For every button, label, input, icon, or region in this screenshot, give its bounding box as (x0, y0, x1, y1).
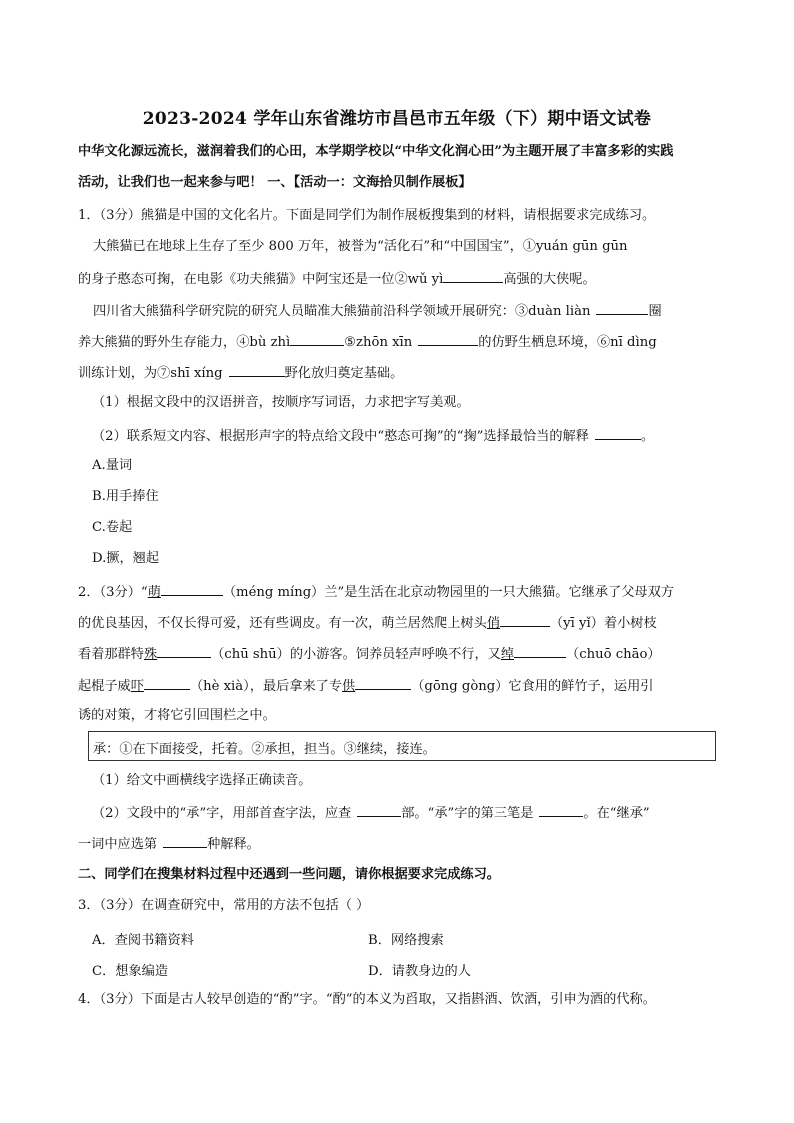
q2-text: （hè xià），最后拿来了专 (189, 679, 343, 694)
answer-blank[interactable] (357, 803, 401, 817)
q3-option-b[interactable]: B．网络搜索 (368, 933, 444, 948)
underlined-char: 殊 (143, 647, 158, 662)
q1-para2-text: 四川省大熊猫科学研究院的研究人员瞄准大熊猫前沿科学领域开展研究：③duàn liàn (93, 304, 591, 319)
q2-text: （gōng gòng）它食用的鲜竹子，运用引 (411, 679, 654, 694)
answer-blank[interactable] (514, 644, 566, 658)
answer-blank[interactable] (229, 363, 285, 377)
q1-option-a[interactable]: A.量词 (92, 458, 133, 473)
answer-blank[interactable] (163, 834, 207, 848)
q2-text: （yī yǐ）着小树枝 (550, 616, 657, 631)
q1-sub2 (92, 426, 732, 446)
q1-para1-text-end: 高强的大侠呢。 (503, 272, 596, 287)
q1-para1-text: 的身子憨态可掬，在电影《功夫熊猫》中阿宝还是一位②wǔ yì (78, 272, 444, 287)
answer-blank[interactable] (539, 803, 583, 817)
q1-sub2-text: （2）联系短文内容、根据形声字的特点给文段中“憨态可掬”的“掬”选择最恰当的解释 (92, 429, 589, 444)
q1-option-b[interactable]: B.用手捧住 (92, 489, 159, 504)
answer-blank[interactable] (355, 676, 411, 690)
q3-option-a[interactable]: A．查阅书籍资料 (92, 933, 194, 948)
q1-para1-line1: 大熊猫已在地球上生存了至少 800 万年，被誉为“活化石”和“中国国宝”，①yuán gūn gūn (93, 239, 628, 254)
q4-stem: 4．（3分）下面是古人较早创造的“酌”字。“酌”的本义为舀取，又指斟酒、饮酒，引申为酒的代称。 (78, 992, 656, 1007)
q1-para2-line3 (78, 363, 718, 383)
q3-option-d[interactable]: D．请教身边的人 (368, 964, 471, 979)
section-2-heading: 二、同学们在搜集材料过程中还遇到一些问题，请你根据要求完成练习。 (78, 867, 500, 882)
q2-sub2-text: 一词中应选第 (78, 837, 158, 852)
underlined-char: 俏 (486, 616, 500, 631)
q2-sub2-text: （2）文段中的“承”字，用部首查字法，应查 (92, 806, 352, 821)
q2-sub2-cont (78, 834, 718, 854)
definition-box (88, 731, 716, 761)
q1-option-c[interactable]: C.卷起 (92, 520, 133, 535)
answer-blank[interactable] (157, 644, 211, 658)
q2-line3 (78, 644, 718, 664)
answer-blank[interactable] (161, 582, 223, 596)
q1-para1-line2 (78, 269, 718, 289)
q3-stem: 3．（3分）在调查研究中，常用的方法不包括（ ） (78, 898, 370, 913)
underlined-char: 萌 (147, 585, 161, 600)
q1-sub2-end: 。 (640, 429, 655, 444)
exam-title: 2023-2024 学年山东省潍坊市昌邑市五年级（下）期中语文试卷 (142, 109, 652, 129)
answer-blank[interactable] (500, 613, 550, 627)
q1-para2-line1 (93, 301, 733, 321)
q1-para2-line2 (78, 332, 718, 352)
q2-sub2-text: 。在“继承” (583, 806, 650, 821)
q2-text: （chū shū）的小游客。饲养员轻声呼唤不行，又 (211, 647, 501, 662)
q1-para2-text-c: 的仿野生栖息环境，⑥nī dìng (478, 335, 657, 350)
q1-option-d[interactable]: D.撅，翘起 (92, 551, 160, 566)
q2-text: 2．（3分）“ (78, 585, 148, 600)
q2-line2 (78, 613, 718, 633)
intro-line-1: 中华文化源远流长，滋润着我们的心田，本学期学校以“中华文化润心田”为主题开展了丰富多彩的实践 (78, 144, 674, 159)
q2-sub2-text: 种解释。 (207, 837, 260, 852)
definition-text: 承：①在下面接受，托着。②承担，担当。③继续，接连。 (93, 742, 436, 757)
q2-text: （méng míng）兰”是生活在北京动物园里的一只大熊猫。它继承了父母双方 (222, 585, 674, 600)
answer-blank[interactable] (418, 332, 478, 346)
q1-stem: 1．（3分）熊猫是中国的文化名片。下面是同学们为制作展板搜集到的材料，请根据要求完成练习。 (78, 208, 656, 223)
answer-blank[interactable] (595, 426, 641, 440)
answer-blank[interactable] (144, 676, 190, 690)
q2-sub2 (92, 803, 732, 823)
q1-para2-text-b: ⑤zhōn xīn (344, 335, 413, 350)
q2-line5: 诱的对策，才将它引回围栏之中。 (78, 708, 276, 723)
q1-para2-text-e: 野化放归奠定基础。 (284, 366, 404, 381)
intro-line-2: 活动，让我们也一起来参与吧！ 一、【活动一：文海拾贝制作展板】 (78, 175, 472, 190)
q2-text: （chuō chāo） (566, 647, 661, 662)
q2-sub1: （1）给文中画横线字选择正确读音。 (92, 773, 312, 788)
q3-option-c[interactable]: C．想象编造 (92, 964, 169, 979)
q1-sub1: （1）根据文段中的汉语拼音，按顺序写词语，力求把字写美观。 (92, 395, 470, 410)
answer-blank[interactable] (596, 301, 648, 315)
answer-blank[interactable] (290, 332, 344, 346)
answer-blank[interactable] (443, 269, 503, 283)
q2-line4 (78, 676, 718, 696)
underlined-char: 吓 (130, 679, 144, 694)
q2-text: 看着那群特 (78, 647, 144, 662)
q1-para2-text-d: 训练计划，为⑦shī xíng (78, 366, 223, 381)
q2-line1 (78, 582, 718, 602)
q1-para2-text-a: 养大熊猫的野外生存能力，④bù zhì (78, 335, 291, 350)
q2-text: 的优良基因，不仅长得可爱，还有些调皮。有一次，萌兰居然爬上树头 (78, 616, 487, 631)
q1-para2-text-end: 圈 (648, 304, 662, 319)
q2-sub2-text: 部。“承”字的第三笔是 (401, 806, 534, 821)
q2-text: 起棍子威 (78, 679, 131, 694)
underlined-char: 绰 (500, 647, 515, 662)
underlined-char: 供 (342, 679, 356, 694)
